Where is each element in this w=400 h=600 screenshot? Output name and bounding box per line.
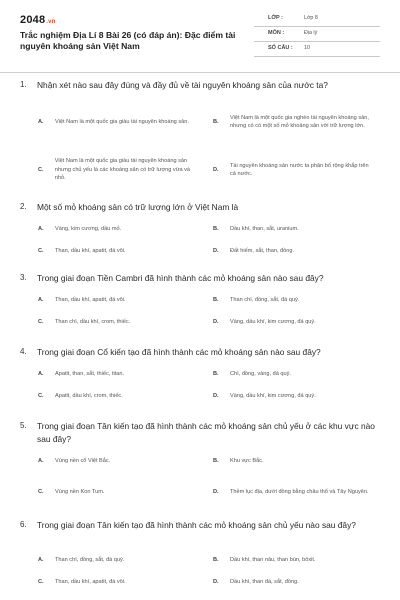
option-d[interactable]: [195, 576, 380, 588]
option-d[interactable]: [195, 245, 380, 257]
meta-value: Địa lý: [304, 30, 318, 36]
question-number: 5.: [20, 421, 27, 430]
option-letter: B.: [213, 371, 219, 377]
option-a[interactable]: [20, 294, 195, 306]
option-text: Thềm lục địa, dưới đồng bằng châu thổ và Tây Nguyên.: [230, 488, 369, 495]
option-letter: A.: [38, 226, 44, 232]
option-list: [20, 103, 380, 189]
option-letter: B.: [213, 119, 219, 125]
option-letter: C.: [38, 319, 44, 325]
question-text: Trong giai đoạn Tiền Cambri đã hình thành các mỏ khoáng sản nào sau đây?: [37, 273, 324, 283]
question-head: [20, 346, 380, 359]
option-c[interactable]: [20, 316, 195, 328]
option-list: [20, 554, 380, 590]
option-c[interactable]: [20, 390, 195, 402]
question-3: [20, 272, 380, 325]
option-letter: D.: [213, 319, 219, 325]
option-letter: A.: [38, 371, 44, 377]
option-letter: C.: [38, 579, 44, 585]
option-letter: C.: [38, 248, 44, 254]
question-number: 2.: [20, 202, 27, 211]
option-letter: D.: [213, 489, 219, 495]
meta-key: MÔN :: [268, 30, 285, 36]
option-text: Than, dầu khí, apatit, đá vôi.: [55, 578, 126, 585]
option-text: Chì, đồng, vàng, đá quý.: [230, 370, 291, 377]
question-5: [20, 420, 380, 495]
meta-row-grade: [254, 12, 380, 27]
option-c[interactable]: [20, 245, 195, 257]
option-text: Vàng, dầu khí, kim cương, đá quý.: [230, 392, 316, 399]
option-letter: D.: [213, 393, 219, 399]
option-b[interactable]: [195, 455, 380, 467]
option-letter: A.: [38, 297, 44, 303]
option-text: Dầu khí, than nâu, than bùn, bôxit.: [230, 556, 316, 563]
option-d[interactable]: [195, 390, 380, 402]
option-letter: D.: [213, 248, 219, 254]
option-text: Việt Nam là một quốc gia giàu tài nguyên khoáng sản nhưng chủ yếu là các khoáng sản có trữ lượng vừa và nhỏ.: [54, 158, 191, 182]
option-a[interactable]: [20, 223, 195, 235]
question-text: Trong giai đoạn Cổ kiến tạo đã hình thành các mỏ khoáng sản nào sau đây?: [37, 347, 321, 357]
question-text: Nhận xét nào sau đây đúng và đầy đủ về tài nguyên khoáng sản của nước ta?: [37, 80, 328, 90]
meta-key: SỐ CÂU :: [268, 45, 293, 51]
option-d[interactable]: [195, 483, 380, 501]
option-text: Dầu khí, than, sắt, uranium.: [230, 225, 299, 232]
option-letter: D.: [213, 167, 219, 173]
option-b[interactable]: [195, 103, 380, 141]
question-number: 3.: [20, 273, 27, 282]
option-text: Đất hiếm, sắt, than, đồng.: [230, 247, 295, 254]
option-text: Tài nguyên khoáng sản nước ta phân bố rộng khắp trên cả nước.: [230, 162, 369, 177]
header-divider: [0, 72, 400, 73]
option-list: [20, 223, 380, 257]
question-head: [20, 79, 380, 92]
question-text: Trong giai đoạn Tân kiến tạo đã hình thành các mỏ khoáng sản chủ yếu ở các khu vực nào sau đây?: [37, 421, 375, 444]
question-head: [20, 272, 380, 285]
option-b[interactable]: [195, 223, 380, 235]
option-text: Vùng nền Kon Tum.: [55, 488, 105, 495]
option-b[interactable]: [195, 554, 380, 566]
question-head: [20, 519, 380, 532]
option-letter: B.: [213, 557, 219, 563]
option-list: [20, 368, 380, 402]
question-number: 4.: [20, 347, 27, 356]
option-c[interactable]: [20, 576, 195, 588]
option-list: [20, 294, 380, 328]
meta-row-count: [254, 42, 380, 57]
option-text: Apatit, than, sắt, thiếc, titan.: [55, 370, 125, 377]
option-d[interactable]: [195, 316, 380, 328]
question-text: Trong giai đoạn Tân kiến tạo đã hình thành các mỏ khoáng sản chủ yếu nào sau đây?: [37, 520, 356, 530]
option-letter: C.: [38, 489, 44, 495]
logo-main: 2048: [20, 14, 46, 26]
option-text: Than, dầu khí, apatit, đá vôi.: [55, 247, 126, 254]
question-head: [20, 420, 380, 446]
option-letter: B.: [213, 297, 219, 303]
logo-tld: .vn: [46, 19, 56, 25]
option-text: Việt Nam là một quốc gia nghèo tài nguyên khoáng sản, nhưng có có một số mỏ khoáng sản với trữ lượng lớn.: [230, 114, 369, 129]
option-letter: A.: [38, 119, 44, 125]
option-text: Vàng, dầu khí, kim cương, đá quý.: [230, 318, 316, 325]
question-text: Một số mỏ khoáng sản có trữ lượng lớn ở Việt Nam là: [37, 202, 239, 212]
page-header: [20, 12, 380, 60]
question-number: 6.: [20, 520, 27, 529]
meta-table: [254, 12, 380, 57]
option-b[interactable]: [195, 368, 380, 380]
question-number: 1.: [20, 80, 27, 89]
page-title: Trắc nghiệm Địa Lí 8 Bài 26 (có đáp án): Đặc điểm tài nguyên khoáng sản Việt Nam: [20, 30, 236, 51]
option-text: Than chì, đồng, sắt, đá quý.: [55, 556, 125, 563]
option-text: Dầu khí, than đá, sắt, đồng.: [230, 578, 299, 585]
option-list: [20, 455, 380, 507]
option-letter: B.: [213, 458, 219, 464]
option-text: Apatit, dầu khí, crom, thiếc.: [55, 392, 123, 399]
question-2: [20, 201, 380, 254]
option-letter: D.: [213, 579, 219, 585]
option-letter: B.: [213, 226, 219, 232]
option-text: Vàng, kim cương, dầu mỏ.: [55, 225, 122, 232]
option-c[interactable]: [20, 483, 195, 501]
meta-value: Lớp 8: [304, 15, 318, 21]
meta-key: LỚP :: [268, 15, 283, 21]
option-text: Khu vực Bắc.: [230, 457, 264, 464]
option-b[interactable]: [195, 294, 380, 306]
option-a[interactable]: [20, 368, 195, 380]
option-letter: C.: [38, 393, 44, 399]
option-a[interactable]: [20, 455, 195, 467]
option-text: Than, dầu khí, apatit, đá vôi.: [55, 296, 126, 303]
question-4: [20, 346, 380, 399]
option-d[interactable]: [195, 151, 380, 189]
option-c[interactable]: [20, 151, 195, 189]
question-1: [20, 79, 380, 182]
option-a[interactable]: [20, 103, 195, 141]
option-text: Vùng nền cổ Việt Bắc.: [55, 457, 111, 464]
option-letter: A.: [38, 458, 44, 464]
site-logo[interactable]: [20, 14, 56, 26]
option-text: Than chì, đồng, sắt, đá quý.: [230, 296, 300, 303]
meta-value: 10: [304, 45, 310, 51]
question-head: [20, 201, 380, 214]
option-letter: A.: [38, 557, 44, 563]
option-a[interactable]: [20, 554, 195, 566]
option-letter: C.: [38, 167, 44, 173]
option-text: Việt Nam là một quốc gia giàu tài nguyên khoáng sản.: [55, 118, 189, 125]
meta-row-subject: [254, 27, 380, 42]
question-6: [20, 519, 380, 585]
option-text: Than chì, dầu khí, crom, thiếc.: [55, 318, 131, 325]
